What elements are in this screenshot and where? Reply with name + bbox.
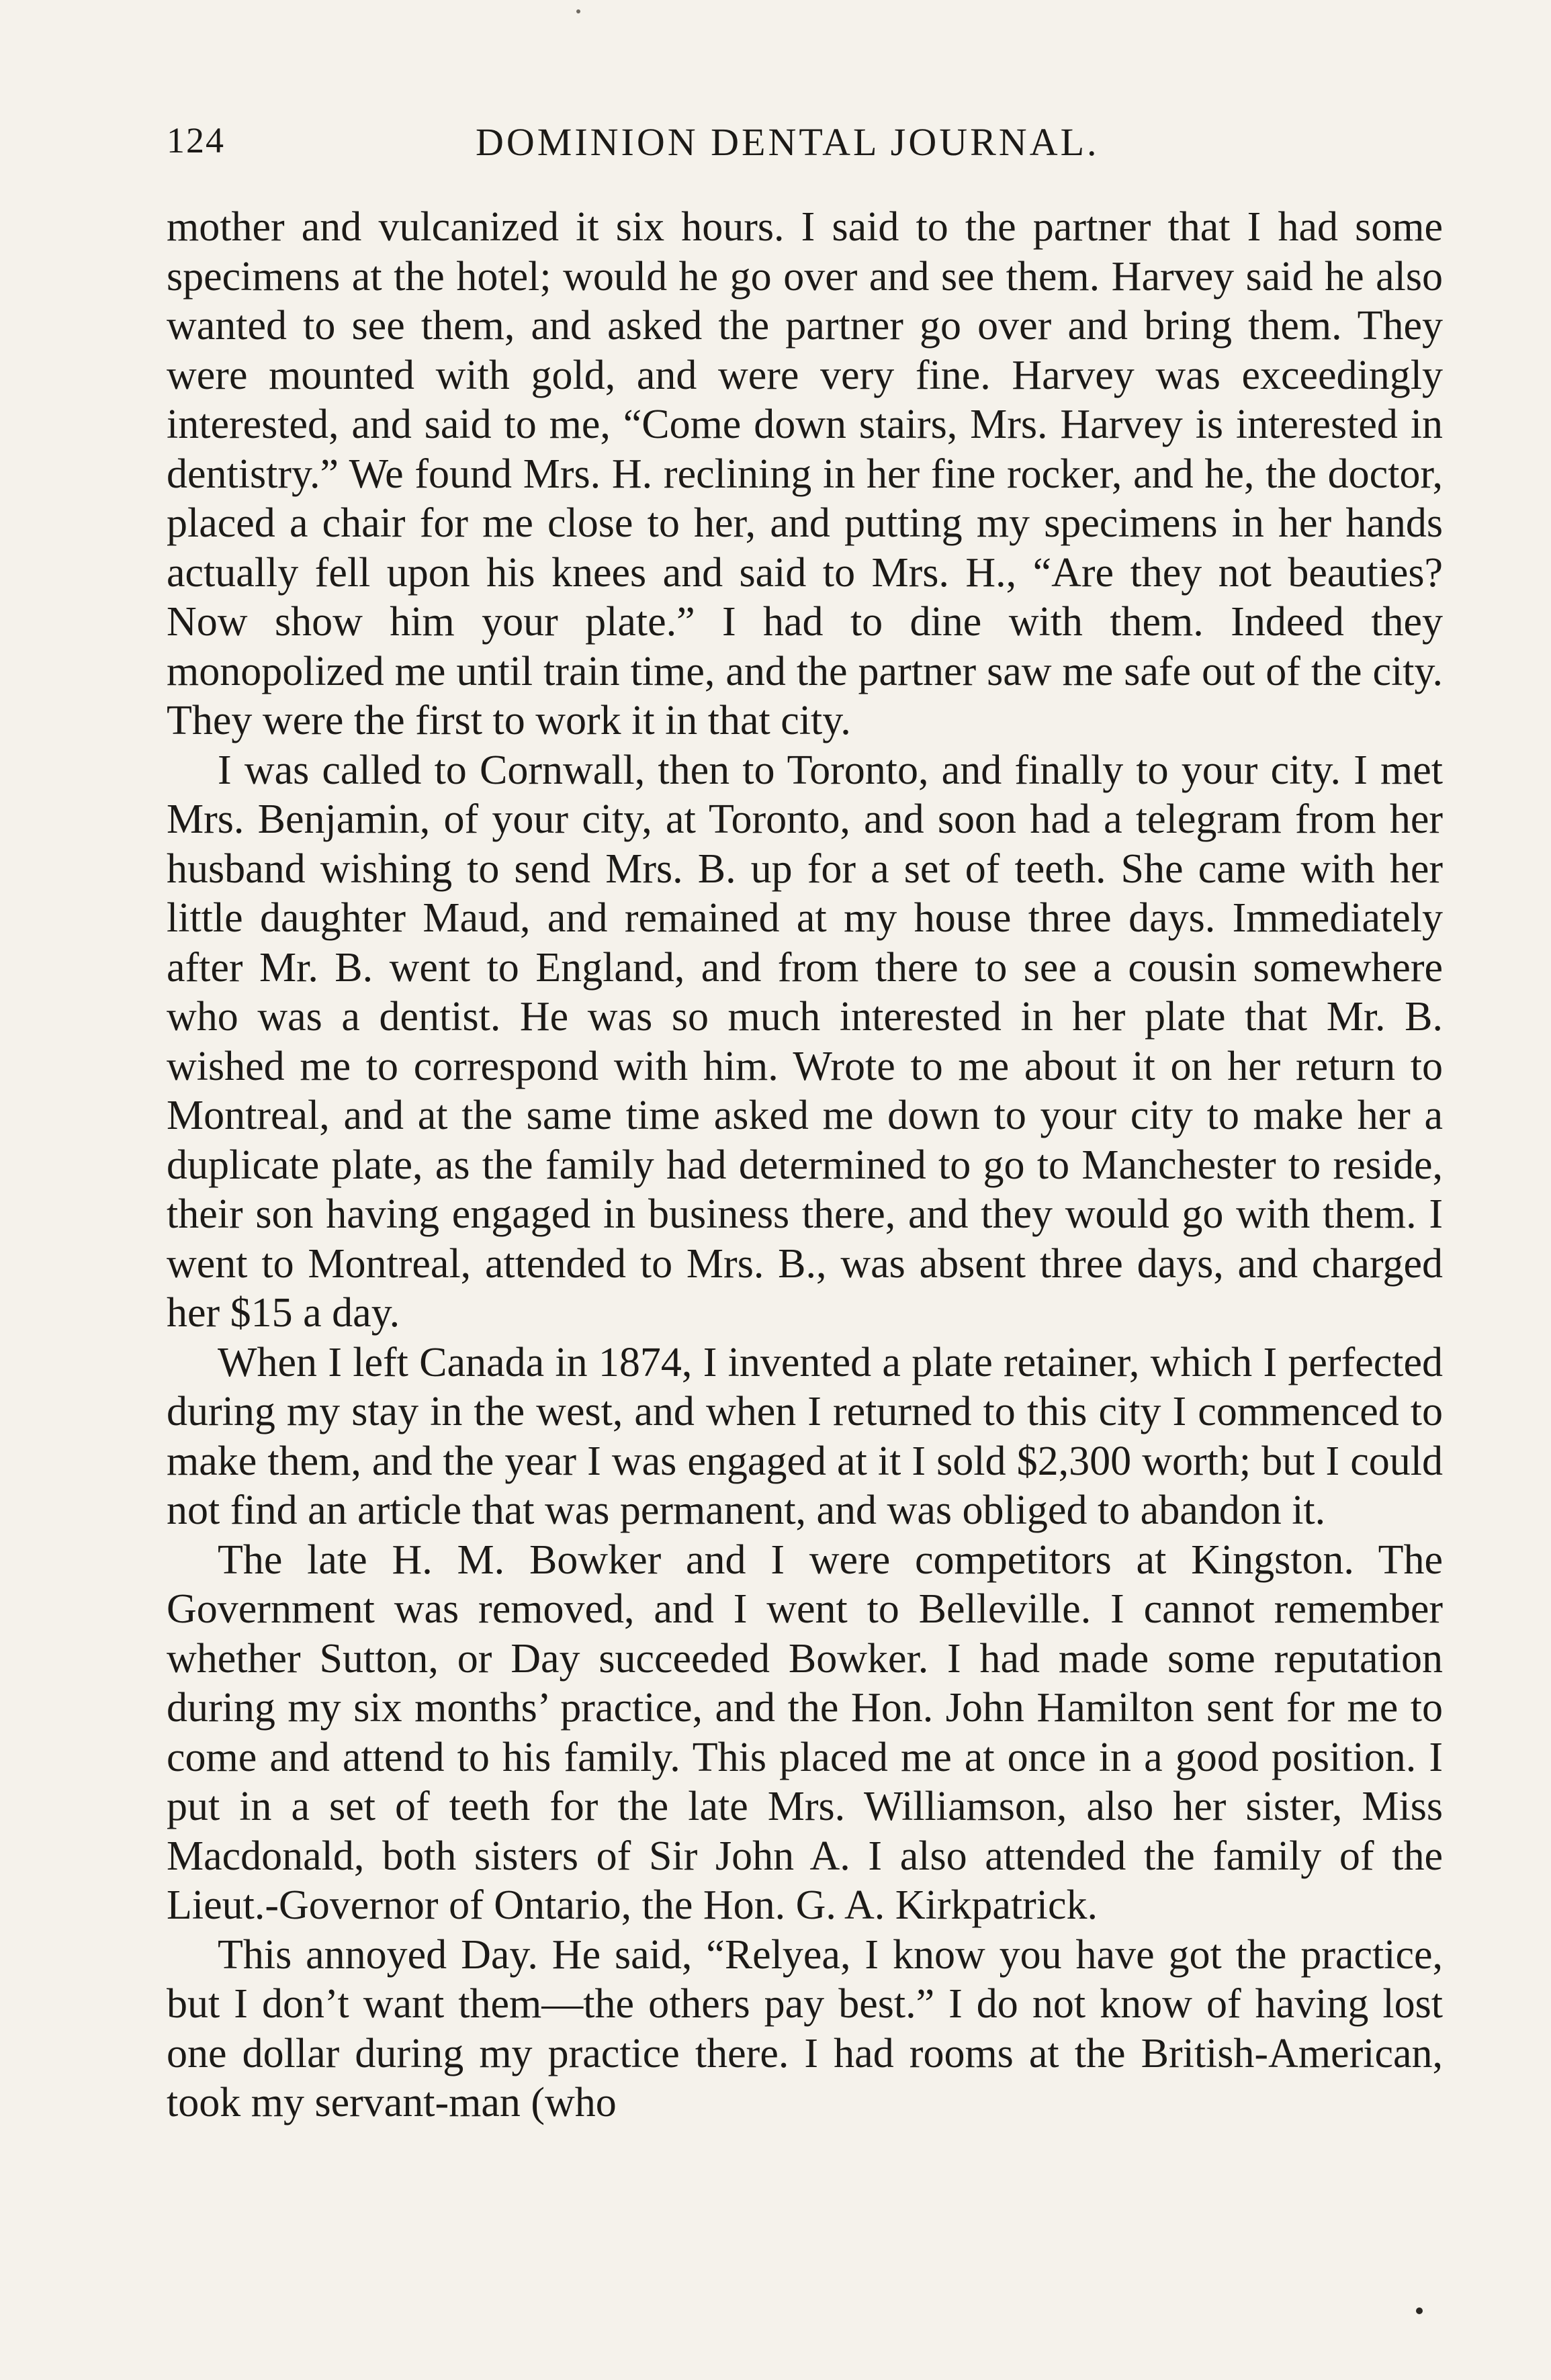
page-header [167,120,1443,173]
ink-dot [1416,2307,1423,2314]
running-title: DOMINION DENTAL JOURNAL. [476,120,1100,164]
paragraph-4: The late H. M. Bowker and I were competitors at Kingston. The Government was removed, and I went to Belleville. I cannot remember whether Sutton, or Day succeeded Bowker. I had made some reputation during my six months’ practice, and the Hon. John Hamilton sent for me to come and attend to his family. This placed me at once in a good position. I put in a set of teeth for the late Mrs. Williamson, also her sister, Miss Macdonald, both sisters of Sir John A. I also attended the family of the Lieut.-Governor of Ontario, the Hon. G. A. Kirkpatrick. [167,1537,1443,1928]
ink-speck [576,9,580,13]
article-body [167,203,1443,2128]
paragraph-5: This annoyed Day. He said, “Relyea, I know you have got the practice, but I don’t want them—the others pay best.” I do not know of having lost one dollar during my practice there. I had rooms at the British-American, took my servant-man (who [167,1931,1443,2125]
paragraph-3: When I left Canada in 1874, I invented a plate retainer, which I perfected during my stay in the west, and when I returned to this city I commenced to make them, and the year I was engaged at it I sold $2,300 worth; but I could not find an article that was permanent, and was obliged to abandon it. [167,1339,1443,1533]
paragraph-1: mother and vulcanized it six hours. I said to the partner that I had some specimens at the hotel; would he go over and see them. Harvey said he also wanted to see them, and asked the partner go over and bring them. They were mounted with gold, and were very fine. Harvey was exceedingly interested, and said to me, “Come down stairs, Mrs. Harvey is interested in dentistry.” We found Mrs. H. reclining in her fine rocker, and he, the doctor, placed a chair for me close to her, and putting my specimens in her hands actually fell upon his knees and said to Mrs. H., “Are they not beauties? Now show him your plate.” I had to dine with them. Indeed they monopolized me until train time, and the partner saw me safe out of the city. They were the first to work it in that city. [167,204,1443,743]
paragraph-2: I was called to Cornwall, then to Toronto, and finally to your city. I met Mrs. Benjamin, of your city, at Toronto, and soon had a telegram from her husband wishing to send Mrs. B. up for a set of teeth. She came with her little daughter Maud, and remained at my house three days. Immediately after Mr. B. went to England, and from there to see a cousin somewhere who was a dentist. He was so much interested in her plate that Mr. B. wished me to correspond with him. Wrote to me about it on her return to Montreal, and at the same time asked me down to your city to make her a duplicate plate, as the family had determined to go to Manchester to reside, their son having engaged in business there, and they would go with them. I went to Montreal, attended to Mrs. B., was absent three days, and charged her $15 a day. [167,747,1443,1336]
page-number: 124 [167,120,225,161]
